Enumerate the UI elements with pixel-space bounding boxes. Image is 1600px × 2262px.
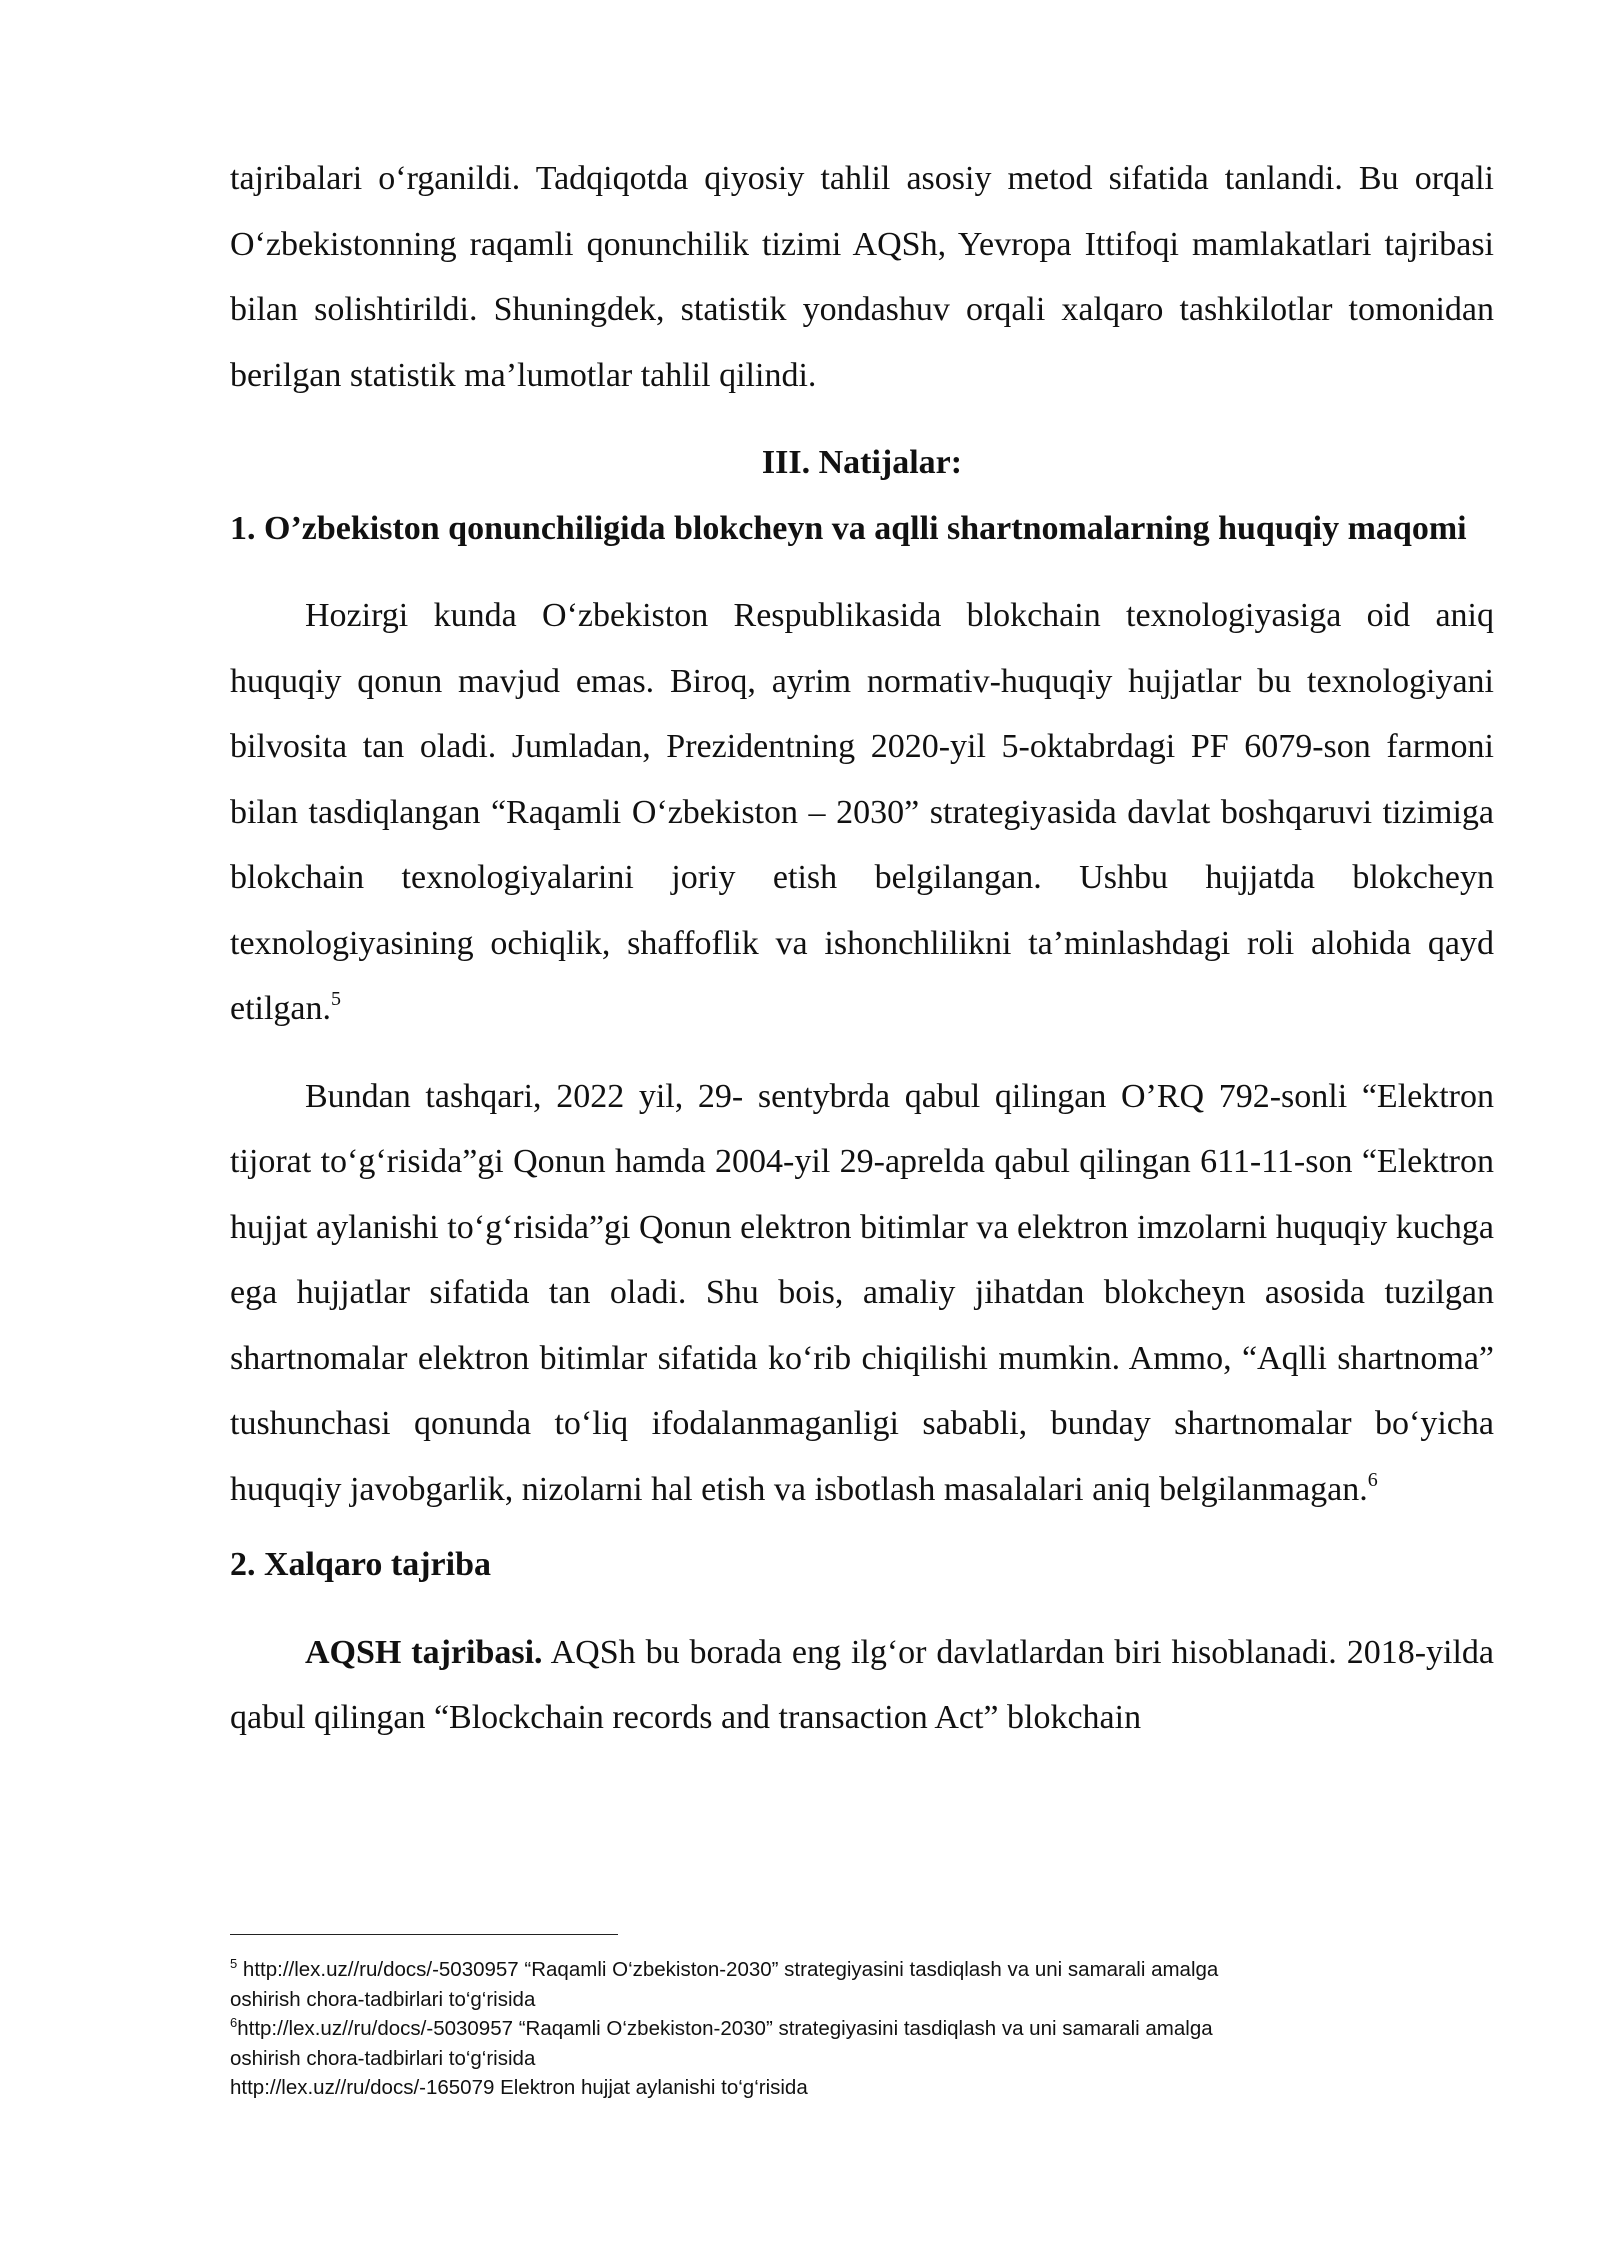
paragraph-text: tajribalari o‘rganildi. Tadqiqotda qiyosiy tahlil asosiy metod sifatida tanlandi. Bu orqali O‘zbekistonning raqamli qonunchilik tizimi AQSh, Yevropa Ittifoqi mamlakatlari tajribasi bilan solishtirildi. Shuningdek, statistik yondashuv orqali xalqaro tashkilotlar tomonidan berilgan statistik ma’lumotlar tahlil qilindi. — [230, 160, 1494, 394]
footnote-6-extra-link[interactable]: http://lex.uz//ru/docs/-165079 Elektron hujjat aylanishi to‘g‘risida — [230, 2076, 808, 2099]
footnote-5 — [230, 1955, 1494, 1985]
paragraph-text: Bundan tashqari, 2022 yil, 29- sentybrda qabul qilingan O’RQ 792-sonli “Elektron tijorat to‘g‘risida”gi Qonun hamda 2004-yil 29-aprelda qabul qilingan 611-11-son “Elektron hujjat aylanishi to‘g‘risida”gi Qonun elektron bitimlar va elektron imzolarni huquqiy kuchga ega hujjatlar sifatida tan oladi. Shu bois, amaliy jihatdan blokcheyn asosida tuzilgan shartnomalar elektron bitimlar sifatida ko‘rib chiqilishi mumkin. Ammo, “Aqlli shartnoma” tushunchasi qonunda to‘liq ifodalanmaganligi sababli, bunday shartnomalar bo‘yicha huquqiy javobgarlik, nizolarni hal etish va isbotlash masalalari aniq belgilanmagan. — [230, 1077, 1494, 1508]
paragraph-methods — [230, 146, 1494, 408]
footnote-5-continued: oshirish chora-tadbirlari to‘g‘risida — [230, 1987, 536, 2011]
paragraph-text: AQSh bu borada eng ilg‘or davlatlardan biri hisoblanadi. 2018-yilda qabul qilingan “Blockchain records and transaction Act” blokchain — [230, 1633, 1494, 1736]
section-heading: III. Natijalar: — [761, 444, 963, 481]
footnote-mark: 6 — [230, 2015, 238, 2030]
paragraph-uzbekistan-law — [230, 583, 1494, 1042]
footnote-6-continued: oshirish chora-tadbirlari to‘g‘risida — [230, 2046, 536, 2070]
footnote-ref-6[interactable]: 6 — [1367, 1468, 1378, 1491]
paragraph-lead: AQSH tajribasi. — [305, 1633, 543, 1671]
subheading-international: 2. Xalqaro tajriba — [230, 1546, 491, 1583]
footnote-separator — [230, 1934, 618, 1935]
subheading-legal-status: 1. O’zbekiston qonunchiligida blokcheyn va aqlli shartnomalarning huquqiy maqomi — [230, 509, 1467, 547]
footnotes — [230, 1934, 1494, 2103]
paragraph-text: Hozirgi kunda O‘zbekiston Respublikasida blokchain texnologiyasiga oid aniq huquqiy qonun mavjud emas. Biroq, ayrim normativ-huquqiy hujjatlar bu texnologiyani bilvosita tan oladi. Jumladan, Prezidentning 2020-yil 5-oktabrdagi PF 6079-son farmoni bilan tasdiqlangan “Raqamli O‘zbekiston – 2030” strategiyasida davlat boshqaruvi tizimiga blokchain texnologiyalarini joriy etish belgilangan. Ushbu hujjatda blokcheyn texnologiyasining ochiqlik, shaffoflik va ishonchlilikni ta’minlashdagi roli alohida qayd etilgan. — [230, 597, 1494, 1027]
footnote-mark: 5 — [230, 1956, 238, 1971]
footnote-6 — [230, 2014, 1494, 2044]
footnote-link[interactable]: http://lex.uz//ru/docs/-5030957 “Raqamli O‘zbekiston-2030” strategiyasini tasdiqlash va uni samarali amalga — [237, 2017, 1213, 2040]
paragraph-usa-experience — [230, 1620, 1494, 1751]
paragraph-electronic-commerce — [230, 1064, 1494, 1523]
footnote-ref-5[interactable]: 5 — [331, 988, 342, 1010]
document-body — [230, 146, 1494, 1751]
footnote-link[interactable]: http://lex.uz//ru/docs/-5030957 “Raqamli O‘zbekiston-2030” strategiyasini tasdiqlash va uni samarali amalga — [237, 1958, 1219, 1981]
